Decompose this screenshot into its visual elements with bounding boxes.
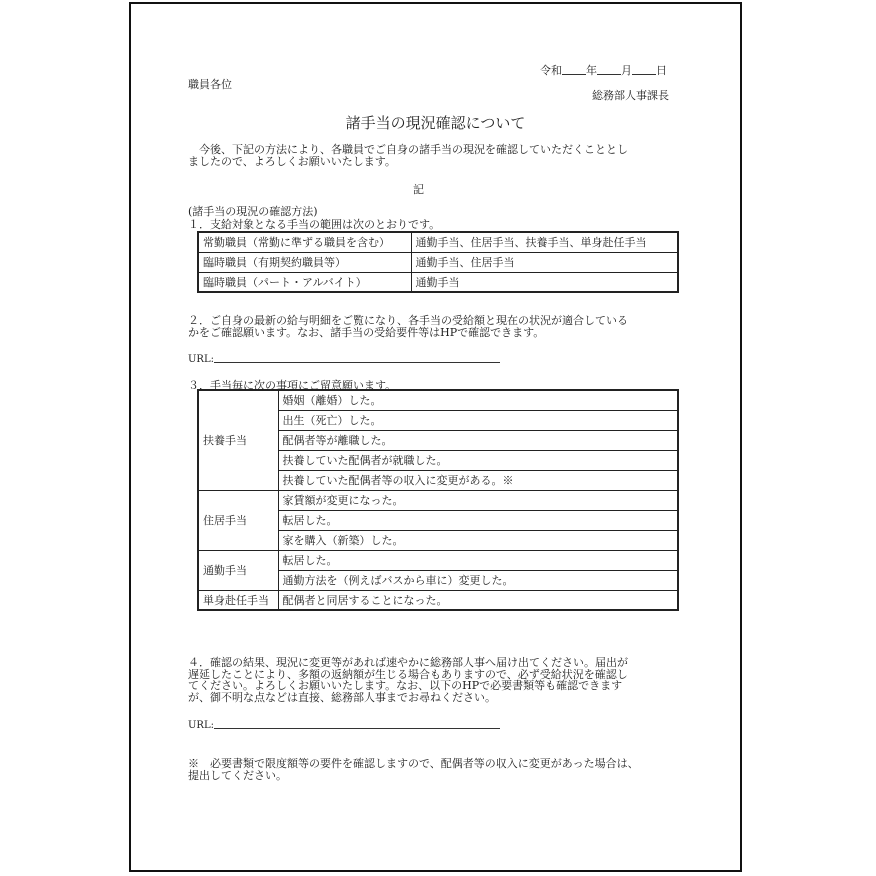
intro-paragraph bbox=[188, 144, 628, 167]
item-cell: 配偶者等が離職した。 bbox=[278, 430, 678, 450]
note-line: ※ 必要書類で限度額等の要件を確認しますので、配偶者等の収入に変更があった場合は、 bbox=[188, 757, 639, 770]
item-cell: 扶養していた配偶者が就職した。 bbox=[278, 450, 678, 470]
url-blank bbox=[214, 718, 500, 729]
table-row bbox=[198, 232, 678, 252]
notes-table bbox=[197, 389, 679, 611]
url-blank bbox=[214, 352, 500, 363]
method-heading: (諸手当の現況の確認方法) bbox=[188, 205, 318, 218]
group-name-cell: 単身赴任手当 bbox=[198, 590, 278, 610]
allowances-cell: 通勤手当、住居手当、扶養手当、単身赴任手当 bbox=[411, 232, 678, 252]
eligibility-table bbox=[197, 231, 679, 293]
group-name-cell: 扶養手当 bbox=[198, 390, 278, 490]
table-row bbox=[198, 550, 678, 570]
allowances-cell: 通勤手当 bbox=[411, 272, 678, 292]
category-cell: 常勤職員（常勤に準ずる職員を含む） bbox=[198, 232, 411, 252]
date-month: 月 bbox=[621, 64, 632, 77]
note-line: 提出してください。 bbox=[188, 768, 287, 782]
recipient: 職員各位 bbox=[188, 78, 232, 91]
intro-line: 今後、下記の方法により、各職員でご自身の諸手当の現況を確認していただくこととし bbox=[199, 143, 628, 156]
url-label: URL: bbox=[188, 354, 214, 365]
category-cell: 臨時職員（有期契約職員等） bbox=[198, 252, 411, 272]
date-year: 年 bbox=[586, 64, 597, 77]
group-name-cell: 住居手当 bbox=[198, 490, 278, 550]
item-cell: 通勤方法を（例えばバスから車に）変更した。 bbox=[278, 570, 678, 590]
page-title: 諸手当の現況確認について bbox=[345, 114, 526, 132]
item-cell: 配偶者と同居することになった。 bbox=[278, 590, 678, 610]
table-row bbox=[198, 252, 678, 272]
section2-line: ２．ご自身の最新の給与明細をご覧になり、各手当の受給額と現在の状況が適合している bbox=[188, 314, 628, 327]
section4-line: が、御不明な点などは直接、総務部人事までお尋ねください。 bbox=[188, 690, 496, 704]
table-row bbox=[198, 390, 678, 410]
date-line bbox=[540, 62, 667, 78]
document-page bbox=[129, 2, 742, 872]
allowances-cell: 通勤手当、住居手当 bbox=[411, 252, 678, 272]
section4-line: てください。よろしくお願いいたします。なお、以下のHPで必要書類等も確認できます bbox=[188, 679, 623, 692]
url-line-1 bbox=[188, 352, 500, 365]
item-cell: 家を購入（新築）した。 bbox=[278, 530, 678, 550]
ki-heading: 記 bbox=[413, 183, 424, 196]
item-cell: 扶養していた配偶者等の収入に変更がある。※ bbox=[278, 470, 678, 490]
section3-text: ３．手当毎に次の事項にご留意願います。 bbox=[188, 379, 397, 392]
item-cell: 家賃額が変更になった。 bbox=[278, 490, 678, 510]
intro-line: ましたので、よろしくお願いいたします。 bbox=[188, 154, 396, 168]
section4-line: 遅延したことにより、多額の返納額が生じる場合もありますので、必ず受給状況を確認し bbox=[188, 667, 628, 681]
section4-line: ４．確認の結果、現況に変更等があれば速やかに総務部人事へ届け出てください。届出が bbox=[188, 656, 628, 669]
section2-line: かをご確認願います。なお、諸手当の受給要件等はHPで確認できます。 bbox=[188, 325, 545, 339]
url-label: URL: bbox=[188, 720, 214, 731]
category-cell: 臨時職員（パート・アルバイト） bbox=[198, 272, 411, 292]
url-line-2 bbox=[188, 718, 500, 731]
section1-text: １．支給対象となる手当の範囲は次のとおりです。 bbox=[188, 218, 441, 231]
group-name-cell: 通勤手当 bbox=[198, 550, 278, 590]
item-cell: 転居した。 bbox=[278, 550, 678, 570]
item-cell: 出生（死亡）した。 bbox=[278, 410, 678, 430]
section2-paragraph bbox=[188, 315, 628, 338]
date-day: 日 bbox=[656, 64, 667, 77]
item-cell: 婚姻（離婚）した。 bbox=[278, 390, 678, 410]
sender: 総務部人事課長 bbox=[592, 89, 669, 102]
table-row bbox=[198, 272, 678, 292]
section4-paragraph bbox=[188, 657, 628, 703]
item-cell: 転居した。 bbox=[278, 510, 678, 530]
note-paragraph bbox=[188, 758, 639, 781]
date-era: 令和 bbox=[540, 64, 562, 77]
table-row bbox=[198, 590, 678, 610]
table-row bbox=[198, 490, 678, 510]
